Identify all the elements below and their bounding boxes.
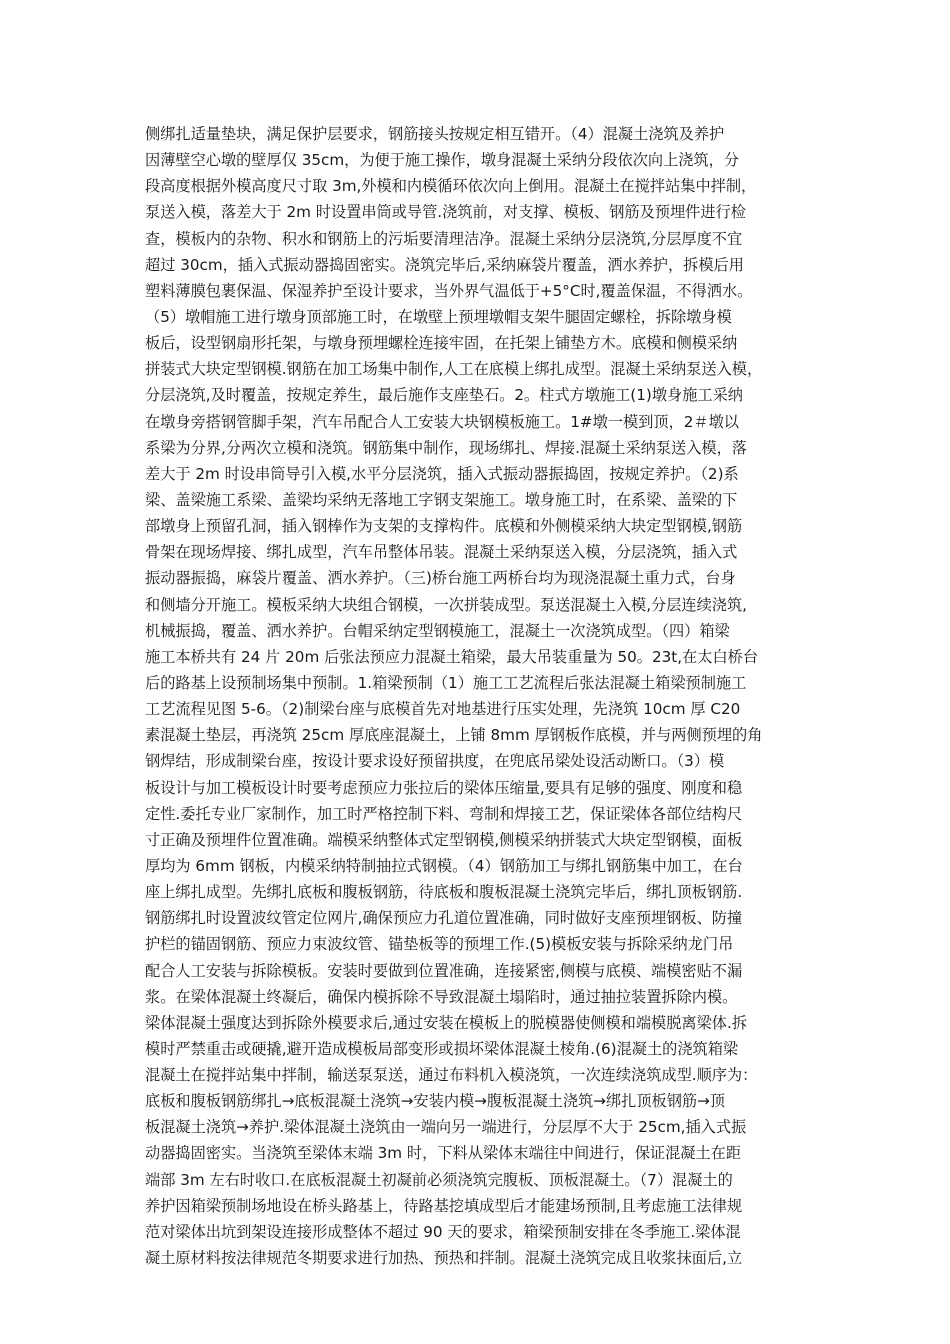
text-line: 厚均为 6mm 钢板，内模采纳特制抽拉式钢模。（4）钢筋加工与绑扎钢筋集中加工，在台: [145, 856, 743, 875]
text-line: 寸正确及预埋件位置准确。端模采纳整体式定型钢模,侧模采纳拼装式大块定型钢模，面板: [145, 830, 743, 849]
text-line: 后的路基上设预制场集中预制。1.箱梁预制（1）施工工艺流程后张法混凝土箱梁预制施工: [145, 673, 747, 692]
text-line: 施工本桥共有 24 片 20m 后张法预应力混凝土箱梁，最大吊装重量为 50。23t,在太白桥台: [145, 647, 759, 666]
text-line: 底板和腹板钢筋绑扎→底板混凝土浇筑→安装内模→腹板混凝土浇筑→绑扎顶板钢筋→顶: [145, 1092, 726, 1111]
text-line: 分层浇筑,及时覆盖，按规定养生，最后施作支座垫石。2。柱式方墩施工(1)墩身施工采纳: [145, 386, 743, 405]
text-line: 养护因箱梁预制场地设在桥头路基上，待路基挖填成型后才能建场预制,且考虑施工法律规: [145, 1196, 743, 1215]
text-line: 在墩身旁搭钢管脚手架，汽车吊配合人工安装大块钢模板施工。1#墩一模到顶，2＃墩以: [145, 412, 739, 431]
text-line: 机械振捣，覆盖、洒水养护。台帽采纳定型钢模施工，混凝土一次浇筑成型。（四）箱梁: [145, 621, 730, 640]
text-line: （5）墩帽施工进行墩身顶部施工时，在墩壁上预埋墩帽支架牛腿固定螺栓，拆除墩身模: [145, 307, 732, 326]
text-line: 范对梁体出坑到架设连接形成整体不超过 90 天的要求，箱梁预制安排在冬季施工.梁体混: [145, 1222, 741, 1241]
text-line: 塑料薄膜包裹保温、保湿养护至设计要求，当外界气温低于+5°C时,覆盖保温，不得洒水。: [145, 281, 753, 300]
text-line: 拼装式大块定型钢模.钢筋在加工场集中制作,人工在底模上绑扎成型。混凝土采纳泵送入模，: [145, 360, 763, 379]
text-line: 钢焊结，形成制梁台座，按设计要求设好预留拱度，在兜底吊梁处设活动断口。（3）模: [145, 752, 725, 771]
text-line: 模时严禁重击或硬撬,避开造成模板局部变形或损坏梁体混凝土棱角.(6)混凝土的浇筑箱梁: [145, 1039, 739, 1058]
text-line: 凝土原材料按法律规范冬期要求进行加热、预热和拌制。混凝土浇筑完成且收浆抹面后,立: [145, 1249, 743, 1268]
text-line: 查，模板内的杂物、积水和钢筋上的污垢要清理洁净。混凝土采纳分层浇筑,分层厚度不宜: [145, 229, 743, 248]
text-line: 侧绑扎适量垫块，满足保护层要求，钢筋接头按规定相互错开。（4）混凝土浇筑及养护: [145, 125, 725, 143]
text-line: 座上绑扎成型。先绑扎底板和腹板钢筋，待底板和腹板混凝土浇筑完毕后，绑扎顶板钢筋.: [145, 883, 743, 902]
text-line: 钢筋绑扎时设置波纹管定位网片,确保预应力孔道位置准确，同时做好支座预埋钢板、防撞: [145, 909, 743, 928]
text-line: 和侧墙分开施工。模板采纳大块组合钢模，一次拼装成型。泵送混凝土入模,分层连续浇筑,: [145, 595, 747, 614]
text-line: 混凝土在搅拌站集中拌制，输送泵泵送，通过布料机入模浇筑，一次连续浇筑成型.顺序为：: [145, 1066, 758, 1085]
text-line: 护栏的锚固钢筋、预应力束波纹管、锚垫板等的预埋工作.(5)模板安装与拆除采纳龙门吊: [145, 935, 734, 954]
text-line: 工艺流程见图 5-6。（2)制梁台座与底模首先对地基进行压实处理，先浇筑 10cm 厚 C20: [145, 700, 741, 719]
text-line: 浆。在梁体混凝土终凝后，确保内模拆除不导致混凝土塌陷时，通过抽拉装置拆除内模。: [145, 987, 738, 1006]
text-line: 端部 3m 左右时收口.在底板混凝土初凝前必须浇筑完腹板、顶板混凝土。（7）混凝土的: [145, 1170, 733, 1189]
text-line: 因薄壁空心墩的壁厚仅 35cm，为便于施工操作，墩身混凝土采纳分段依次向上浇筑，分: [145, 151, 740, 170]
text-line: 骨架在现场焊接、绑扎成型，汽车吊整体吊装。混凝土采纳泵送入模，分层浇筑，插入式: [145, 543, 738, 562]
text-line: 泵送入模，落差大于 2m 时设置串筒或导管.浇筑前，对支撑、模板、钢筋及预埋件进行检: [145, 203, 746, 222]
text-line: 振动器振捣，麻袋片覆盖、洒水养护。（三)桥台施工两桥台均为现浇混凝土重力式，台身: [145, 569, 736, 588]
text-line: 梁、盖梁施工系梁、盖梁均采纳无落地工字钢支架施工。墩身施工时，在系梁、盖梁的下: [145, 490, 738, 509]
text-line: 系梁为分界,分两次立模和浇筑。钢筋集中制作，现场绑扎、焊接.混凝土采纳泵送入模，落: [145, 438, 747, 457]
text-line: 定性.委托专业厂家制作，加工时严格控制下料、弯制和焊接工艺，保证梁体各部位结构尺: [145, 804, 743, 823]
text-line: 段高度根据外模高度尺寸取 3m,外模和内模循环依次向上倒用。混凝土在搅拌站集中拌制，: [145, 177, 757, 196]
text-line: 动器捣固密实。当浇筑至梁体末端 3m 时，下料从梁体末端往中间进行，保证混凝土在距: [145, 1144, 742, 1163]
text-line: 板混凝土浇筑→养护.梁体混凝土浇筑由一端向另一端进行，分层厚不大于 25cm,插入式振: [145, 1118, 747, 1137]
text-line: 板后，设型钢扇形托架，与墩身预埋螺栓连接牢固，在托架上铺垫方木。底模和侧模采纳: [145, 334, 738, 353]
text-line: 差大于 2m 时设串筒导引入模,水平分层浇筑，插入式振动器振捣固，按规定养护。（2)系: [145, 464, 739, 483]
body-text: [145, 121, 815, 1271]
text-line: 素混凝土垫层，再浇筑 25cm 厚底座混凝土，上铺 8mm 厚钢板作底模，并与两侧预埋的角: [145, 726, 763, 745]
text-line: 配合人工安装与拆除模板。安装时要做到位置准确，连接紧密,侧模与底模、端模密贴不漏: [145, 961, 743, 980]
text-line: 板设计与加工模板设计时要考虑预应力张拉后的梁体压缩量,要具有足够的强度、刚度和稳: [145, 778, 743, 797]
text-line: 超过 30cm，插入式振动器捣固密实。浇筑完毕后,采纳麻袋片覆盖，洒水养护，拆模后用: [145, 255, 744, 274]
text-line: 梁体混凝土强度达到拆除外模要求后,通过安装在模板上的脱模器使侧模和端模脱离梁体.拆: [145, 1013, 747, 1032]
text-line: 部墩身上预留孔洞，插入钢棒作为支架的支撑构件。底模和外侧模采纳大块定型钢模,钢筋: [145, 517, 743, 536]
